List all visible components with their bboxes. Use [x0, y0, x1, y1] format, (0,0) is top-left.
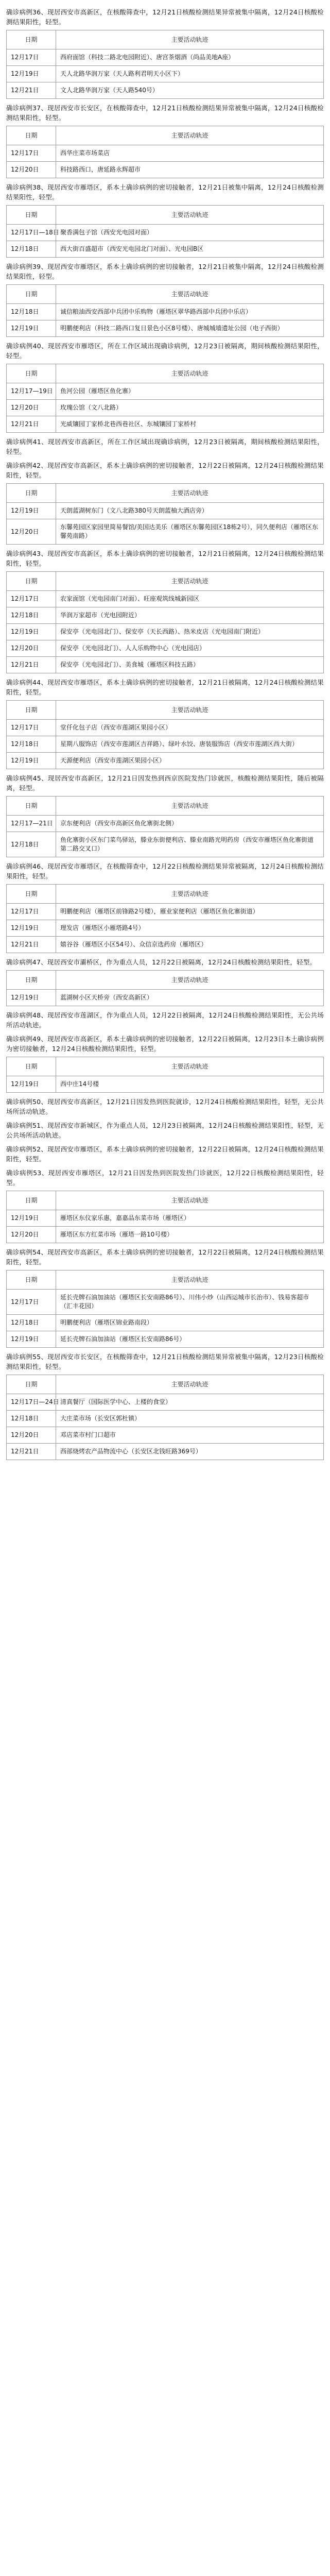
- activity-cell: 鱼河公园（雁塔区鱼化寨）: [56, 383, 324, 400]
- date-cell: 12月17—21日: [7, 816, 56, 832]
- date-header: 日期: [7, 484, 56, 503]
- table-row: [7, 607, 324, 624]
- date-cell: 12月18日: [7, 1315, 56, 1331]
- date-cell: 12月19日: [7, 66, 56, 82]
- activity-cell: 西中庄14号楼: [56, 1076, 324, 1093]
- case-paragraph: 确诊病例47、现居西安市灞桥区，作为重点人员，12月22日被隔离，12月24日核酸检测结果阳性，轻型。: [6, 958, 317, 966]
- table-row: [7, 225, 324, 241]
- date-cell: 12月17—19日: [7, 383, 56, 400]
- date-cell: 12月19日: [7, 503, 56, 519]
- date-cell: 12月21日: [7, 82, 56, 99]
- case-paragraph: 确诊病例36、现居西安市高新区，在核酸筛查中，12月21日核酸检测结果异常被集中隔离，12月24日核酸检测结果阳性，轻型。: [6, 8, 324, 26]
- activity-cell: 明鹏便利店（雁塔区前锋路2号楼），雁业家便利店（雁塔区鱼化寨街道）: [56, 904, 324, 920]
- date-cell: 12月17日: [7, 591, 56, 607]
- activity-header: 主要活动轨迹: [56, 1057, 324, 1076]
- case-paragraph: 确诊病例52、现居西安市雁塔区，系本土确诊病例的密切接触者，12月22日被隔离，12月24日核酸检测结果阳性，轻型。: [6, 1145, 324, 1163]
- table-header-row: [7, 796, 324, 816]
- activity-cell: 西府面馆（科技二路北电园附近）、唐宫茶烟酒（尚品美地A座）: [56, 49, 324, 66]
- date-cell: 12月17日: [7, 720, 56, 736]
- date-cell: 12月17日: [7, 145, 56, 162]
- case-paragraph: 确诊病例46、现居西安市雁塔区，在核酸筛查中，12月22日核酸检测结果异常被隔离，12月24日核酸检测结果阳性，轻型。: [6, 862, 324, 880]
- activity-header: 主要活动轨迹: [56, 1375, 324, 1394]
- date-header: 日期: [7, 796, 56, 816]
- table-header-row: [7, 285, 324, 304]
- case-paragraph: 确诊病例44、现居西安市雁塔区，系本土确诊病例的密切接触者，12月21日被隔离，12月24日核酸检测结果阳性，轻型。: [6, 679, 324, 696]
- date-header: 日期: [7, 30, 56, 49]
- trace-table: [6, 205, 324, 258]
- date-cell: 12月21日: [7, 657, 56, 673]
- date-cell: 12月21日: [7, 937, 56, 953]
- activity-cell: 玫瑰公馆（文八北路）: [56, 400, 324, 416]
- table-row: [7, 49, 324, 66]
- date-cell: 12月17日—24日: [7, 1394, 56, 1411]
- activity-cell: 京东便利店（西安市高新区鱼化寨街北侧）: [56, 816, 324, 832]
- date-cell: 12月19日: [7, 1210, 56, 1227]
- table-row: [7, 1411, 324, 1427]
- case-paragraph: 确诊病例48、现居西安市莲湖区，作为重点人员，12月22日被隔离，12月24日核酸检测结果阳性，无公共场所活动轨迹。: [6, 1011, 324, 1029]
- table-row: [7, 503, 324, 519]
- trace-table: [6, 483, 324, 545]
- case-paragraph: 确诊病例51、现居西安市新城区，作为重点人员，12月23日被隔离，12月24日核酸检测结果阳性，轻型，无公共场所活动轨迹。: [6, 1122, 324, 1139]
- activity-header: 主要活动轨迹: [56, 971, 324, 990]
- trace-table: [6, 970, 324, 1006]
- activity-cell: 邓店菜市村门口超市: [56, 1427, 324, 1444]
- activity-header: 主要活动轨迹: [56, 572, 324, 591]
- trace-table: [6, 284, 324, 337]
- table-row: [7, 304, 324, 320]
- table-row: [7, 640, 324, 657]
- date-header: 日期: [7, 1057, 56, 1076]
- date-cell: 12月21日: [7, 1444, 56, 1460]
- activity-header: 主要活动轨迹: [56, 126, 324, 145]
- date-header: 日期: [7, 1270, 56, 1290]
- table-header-row: [7, 885, 324, 904]
- table-row: [7, 937, 324, 953]
- date-cell: 12月18日: [7, 832, 56, 857]
- table-header-row: [7, 1270, 324, 1290]
- table-header-row: [7, 30, 324, 49]
- table-row: [7, 66, 324, 82]
- table-row: [7, 82, 324, 99]
- date-header: 日期: [7, 364, 56, 383]
- table-row: [7, 145, 324, 162]
- activity-header: 主要活动轨迹: [56, 1191, 324, 1210]
- case-paragraph: 确诊病例41、现居西安市高新区，所在工作区域出现确诊病例，12月23日被隔离，期间核酸检测结果阳性，轻型。: [6, 438, 324, 455]
- trace-table: [6, 571, 324, 673]
- table-row: [7, 990, 324, 1006]
- activity-cell: 保安亭（光电园北门）、美食城（雁塔区科技五路）: [56, 657, 324, 673]
- table-row: [7, 241, 324, 258]
- case-paragraph: 确诊病例39、现居西安市雁塔区，系本土确诊病例的密切接触者，12月21日被集中隔离，12月24日核酸检测结果阳性，轻型。: [6, 263, 324, 280]
- date-cell: 12月20日: [7, 400, 56, 416]
- date-cell: 12月18日: [7, 241, 56, 258]
- case-paragraph: 确诊病例40、现居西安市雁塔区，所在工作区域出现确诊病例，12月23日被隔离，期间核酸检测结果阳性，轻型。: [6, 342, 324, 360]
- activity-cell: 西大街百盛超市（西安光电园北门对面）、光电园B区: [56, 241, 324, 258]
- activity-cell: 光威镶园丁家桥北巷西巷社区、东城镶园丁家桥村: [56, 416, 324, 433]
- table-row: [7, 1315, 324, 1331]
- trace-table: [6, 126, 324, 178]
- date-cell: 12月19日: [7, 1076, 56, 1093]
- case-paragraph: 确诊病例43、现居西安市高新区，系本土确诊病例的密切接触者，12月21日被隔离，12月24日核酸检测结果阳性，轻型。: [6, 550, 324, 567]
- table-row: [7, 1331, 324, 1348]
- activity-header: 主要活动轨迹: [56, 30, 324, 49]
- date-header: 日期: [7, 885, 56, 904]
- date-cell: 12月17日: [7, 904, 56, 920]
- table-row: [7, 720, 324, 736]
- trace-table: [6, 1057, 324, 1093]
- table-header-row: [7, 1191, 324, 1210]
- trace-table: [6, 796, 324, 857]
- date-cell: 12月17日: [7, 1290, 56, 1315]
- activity-cell: 天朗蓝湖树东门（文八北路380号天朗蓝柚大酒店旁）: [56, 503, 324, 519]
- trace-table: [6, 364, 324, 433]
- activity-cell: 明鹏便利店（雁塔区锦业路南段）: [56, 1315, 324, 1331]
- case-paragraph: 确诊病例42、现居西安市高新区，系本土确诊病例的密切接触者，12月22日被隔离，12月24日核酸检测结果阳性，轻型。: [6, 462, 324, 479]
- activity-header: 主要活动轨迹: [56, 206, 324, 225]
- trace-table: [6, 30, 324, 99]
- case-paragraph: 确诊病例53、现居西安市雁塔区，12月21日因发热到医院发热门诊就医，12月22日核酸检测结果阳性，轻型。: [6, 1169, 324, 1187]
- date-cell: 12月19日: [7, 320, 56, 337]
- activity-cell: 延长壳牌石油加油站（雁塔区长安南路86号）: [56, 1331, 324, 1348]
- table-row: [7, 920, 324, 937]
- table-header-row: [7, 364, 324, 383]
- date-header: 日期: [7, 701, 56, 720]
- activity-cell: 华润万家超市（光电园附近）: [56, 607, 324, 624]
- activity-cell: 保安亭（光电园北门）、人人乐购物中心（光电园店）: [56, 640, 324, 657]
- date-header: 日期: [7, 572, 56, 591]
- activity-cell: 西部烧烤农产品物流中心（长安区北钱旺路369号）: [56, 1444, 324, 1460]
- table-row: [7, 383, 324, 400]
- table-header-row: [7, 126, 324, 145]
- activity-cell: 东馨苑园区家园里简易餐馆/美国达美乐（雁塔区东馨苑园区18栋2号），同久便利店（雁塔区东馨苑南路）: [56, 519, 324, 545]
- date-cell: 12月18日: [7, 1411, 56, 1427]
- date-cell: 12月19日: [7, 920, 56, 937]
- case-paragraph: 确诊病例50、现居西安市高新区，12月21日因发热到医院就诊，12月24日核酸检测结果阳性，轻型，无公共场所活动轨迹。: [6, 1098, 324, 1115]
- date-cell: 12月19日: [7, 1331, 56, 1348]
- table-row: [7, 1427, 324, 1444]
- date-cell: 12月18日: [7, 304, 56, 320]
- date-cell: 12月19日: [7, 624, 56, 640]
- activity-cell: 星期八服饰店（西安市莲湖区吉祥路）、绿叶水饺、唐装服饰店（西安市莲湖区西大街）: [56, 736, 324, 753]
- date-cell: 12月19日: [7, 990, 56, 1006]
- table-row: [7, 1227, 324, 1243]
- activity-header: 主要活动轨迹: [56, 796, 324, 816]
- table-row: [7, 832, 324, 857]
- table-header-row: [7, 971, 324, 990]
- date-cell: 12月20日: [7, 1427, 56, 1444]
- case-paragraph: 确诊病例38、现居西安市雁塔区，系本土确诊病例的密切接触者，12月21日被集中隔离，12月24日核酸检测结果阳性，轻型。: [6, 183, 324, 201]
- activity-header: 主要活动轨迹: [56, 701, 324, 720]
- case-paragraph: 确诊病例37、现居西安市长安区，在核酸筛查中，12月21日核酸检测结果异常被集中隔离，12月24日核酸检测结果阳性，轻型。: [6, 104, 324, 122]
- date-header: 日期: [7, 1191, 56, 1210]
- date-header: 日期: [7, 1375, 56, 1394]
- activity-header: 主要活动轨迹: [56, 484, 324, 503]
- activity-cell: 堂仟化包子店（西安市莲湖区果园小区）: [56, 720, 324, 736]
- activity-cell: 明鹏便利店（科技二路西口复日景色小区8号楼）、唐城城墙遗址公园（电子西街）: [56, 320, 324, 337]
- date-cell: 12月17日: [7, 49, 56, 66]
- date-cell: 12月18日: [7, 607, 56, 624]
- table-row: [7, 400, 324, 416]
- case-paragraph: 确诊病例55、现居西安市长安区，在核酸筛查中，12月21日核酸检测结果异常被集中隔离，12月23日核酸检测结果阳性，轻型。: [6, 1353, 324, 1370]
- table-row: [7, 320, 324, 337]
- date-cell: 12月18日: [7, 736, 56, 753]
- case-paragraph: 确诊病例54、现居西安市高新区，系本土确诊病例的密切接触者，12月22日被隔离，12月24日核酸检测结果阳性，轻型。: [6, 1248, 324, 1266]
- activity-cell: 大庄菜市场（长安区郭杜镇）: [56, 1411, 324, 1427]
- case-paragraph: 确诊病例45、现居西安市高新区，12月21日因发热到西京医院发热门诊就医，核酸检测结果阳性，随后被隔离，轻型。: [6, 774, 324, 792]
- table-row: [7, 162, 324, 178]
- date-header: 日期: [7, 126, 56, 145]
- table-row: [7, 624, 324, 640]
- trace-table: [6, 1270, 324, 1348]
- activity-header: 主要活动轨迹: [56, 364, 324, 383]
- activity-cell: 延长壳牌石油加油站（雁塔区长安南路86号）、川伟小炒（山西运城市长治市）、钱易客超市（汇丰花园）: [56, 1290, 324, 1315]
- date-cell: 12月20日: [7, 1227, 56, 1243]
- table-header-row: [7, 484, 324, 503]
- trace-table: [6, 884, 324, 953]
- date-cell: 12月19日: [7, 753, 56, 769]
- table-row: [7, 904, 324, 920]
- activity-cell: 农家面馆（光电园南门对面）、旺座观筑线城新园区: [56, 591, 324, 607]
- activity-cell: 蓝湖树小区天桥旁（西安高新区）: [56, 990, 324, 1006]
- date-header: 日期: [7, 971, 56, 990]
- activity-cell: 嬉谷谷（雁塔区小区54号）、众信京选药房（雁塔区）: [56, 937, 324, 953]
- activity-cell: 天人北路华润万家（天人路利君明天小区下）: [56, 66, 324, 82]
- table-header-row: [7, 572, 324, 591]
- activity-cell: 雁塔区东方红菜市场（雁塔一路10号楼）: [56, 1227, 324, 1243]
- date-cell: 12月21日: [7, 416, 56, 433]
- table-row: [7, 1444, 324, 1460]
- activity-cell: 鱼化寨街小区东门菜鸟驿站，滕业东街便利店、滕业南路光明药房（西安市雁塔区鱼化寨街道第二路交叉口）: [56, 832, 324, 857]
- trace-table: [6, 700, 324, 769]
- table-row: [7, 1290, 324, 1315]
- table-row: [7, 591, 324, 607]
- table-row: [7, 736, 324, 753]
- activity-cell: 文人北路华润万家（天人路540号）: [56, 82, 324, 99]
- activity-cell: 西华庄菜市场菜店: [56, 145, 324, 162]
- table-row: [7, 657, 324, 673]
- activity-header: 主要活动轨迹: [56, 285, 324, 304]
- activity-cell: 聚香满包子馆（西安光电园对面）: [56, 225, 324, 241]
- table-header-row: [7, 206, 324, 225]
- table-row: [7, 519, 324, 545]
- date-cell: 12月17日—18日: [7, 225, 56, 241]
- activity-cell: 诚信粮油西安西部中兵团中乐购物（雁塔区翠华路西部中兵团中乐店）: [56, 304, 324, 320]
- table-row: [7, 753, 324, 769]
- activity-cell: 保安亭（光电园北门）、保安亭（天长西路）、热米皮店（光电园南门附近）: [56, 624, 324, 640]
- table-row: [7, 816, 324, 832]
- activity-cell: 清真餐厅（国际医学中心、上楼的食堂）: [56, 1394, 324, 1411]
- table-row: [7, 1076, 324, 1093]
- activity-cell: 科技路西口，唐延路永辉超市: [56, 162, 324, 178]
- table-row: [7, 416, 324, 433]
- activity-cell: 雁塔区东仪家乐惠，嘉嘉品东菜市场（雁塔区）: [56, 1210, 324, 1227]
- date-cell: 12月20日: [7, 162, 56, 178]
- trace-table: [6, 1375, 324, 1460]
- date-cell: 12月20日: [7, 519, 56, 545]
- date-cell: 12月20日: [7, 640, 56, 657]
- date-header: 日期: [7, 206, 56, 225]
- table-header-row: [7, 1375, 324, 1394]
- table-row: [7, 1210, 324, 1227]
- table-row: [7, 1394, 324, 1411]
- trace-table: [6, 1191, 324, 1243]
- activity-header: 主要活动轨迹: [56, 1270, 324, 1290]
- table-header-row: [7, 1057, 324, 1076]
- activity-cell: 天源便利店（西安市莲湖区果园小区）: [56, 753, 324, 769]
- date-header: 日期: [7, 285, 56, 304]
- activity-header: 主要活动轨迹: [56, 885, 324, 904]
- activity-cell: 理发店（雁塔区小雁塔路4号）: [56, 920, 324, 937]
- case-paragraph: 确诊病例49、现居西安市高新区，系本土确诊病例的密切接触者，12月22日被隔离，12月23日本土确诊病例为密切接触者，12月24日核酸检测结果阳性，轻型。: [6, 1035, 324, 1053]
- table-header-row: [7, 701, 324, 720]
